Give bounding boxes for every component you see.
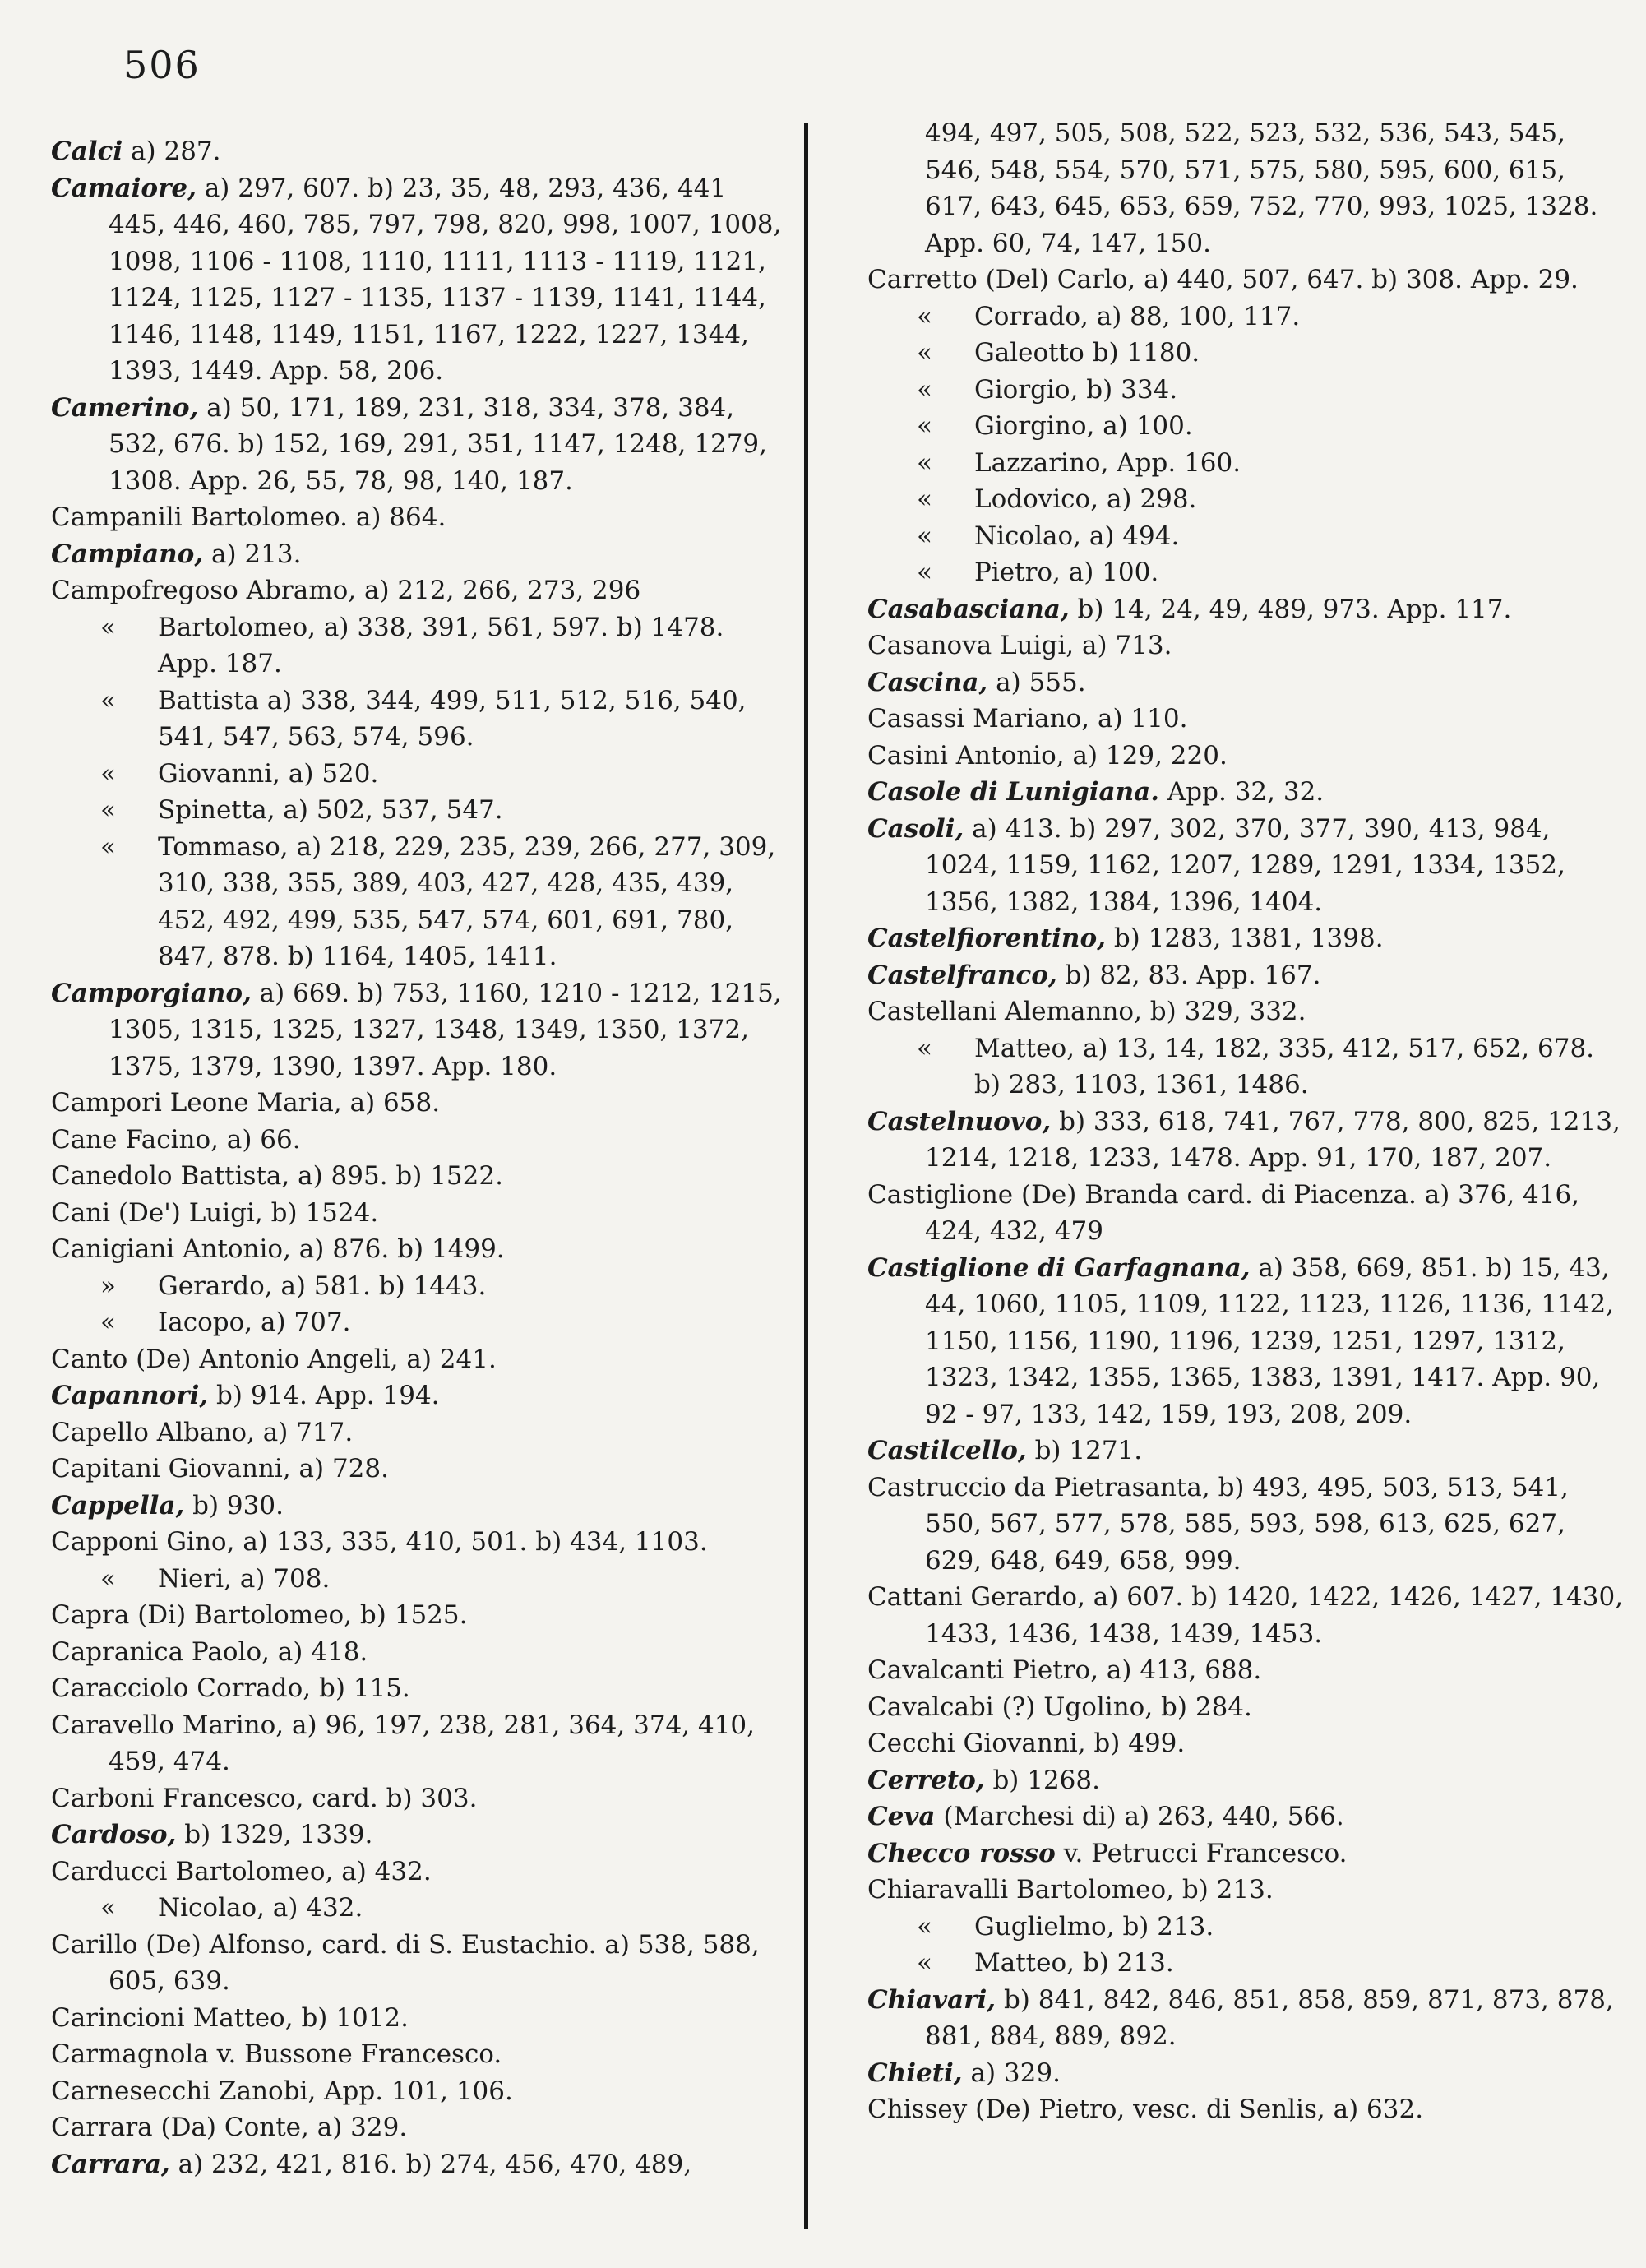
entry-heading: Cavalcabi (?) Ugolino, <box>867 1692 1154 1722</box>
index-entry <box>867 738 1624 775</box>
entry-references: a) 297, 607. b) 23, 35, 48, 293, 436, 441 445, 446, 460, 785, 797, 798, 820, 998, 1007, 1008, 1098, 1106 - 1108, 1110, 1111, 1113 - 1119, 1121, 1124, 1125, 1127 - 1135, 1137 - 1139, 1141, 1144, 1146, 1148, 1149, 1151, 1167, 1222, 1227, 1344, 1393, 1449. App. 58, 206. <box>109 173 782 386</box>
entry-heading: Camporgiano, <box>51 978 252 1008</box>
ditto-mark: « <box>100 685 116 715</box>
index-entry <box>51 1927 791 2000</box>
entry-references: a) 218, 229, 235, 239, 266, 277, 309, 310, 338, 355, 389, 403, 427, 428, 435, 439, 452, 492, 499, 535, 547, 574, 601, 691, 780, 847, 878. b) 1164, 1405, 1411. <box>158 831 776 971</box>
entry-references: (Marchesi di) a) 263, 440, 566. <box>943 1802 1344 1831</box>
entry-references: b) 930. <box>192 1490 284 1520</box>
index-entry <box>51 1707 791 1780</box>
index-entry <box>867 811 1624 921</box>
index-entry <box>51 792 791 829</box>
entry-references: App. 101, 106. <box>324 2076 513 2106</box>
ditto-mark: « <box>917 1033 932 1063</box>
entry-references: b) 1012. <box>301 2002 409 2033</box>
entry-references: b) 333, 618, 741, 767, 778, 800, 825, 1213, 1214, 1218, 1233, 1478. App. 91, 170, 187, 207. <box>925 1106 1621 1173</box>
entry-references: a) 440, 507, 647. b) 308. App. 29. <box>1144 265 1579 294</box>
page-number: 506 <box>123 43 201 87</box>
entry-references: a) 129, 220. <box>1072 740 1228 771</box>
index-entry <box>867 1470 1624 1580</box>
column-divider <box>804 123 808 2229</box>
index-entry <box>51 536 791 573</box>
entry-heading: Carretto (Del) Carlo, <box>867 265 1136 294</box>
entry-references: a) 133, 335, 410, 501. b) 434, 1103. <box>243 1527 708 1557</box>
index-entry <box>51 2073 791 2110</box>
ditto-mark: « <box>100 1893 116 1923</box>
index-entry <box>51 1890 791 1927</box>
entry-heading: Cavalcanti Pietro, <box>867 1655 1099 1685</box>
index-entry <box>51 2109 791 2146</box>
entry-references: a) 13, 14, 182, 335, 412, 517, 652, 678. b) 283, 1103, 1361, 1486. <box>974 1033 1595 1099</box>
entry-heading: Lazzarino, <box>974 447 1109 478</box>
entry-heading: Ceva <box>867 1802 936 1831</box>
index-entry <box>867 1250 1624 1433</box>
entry-references: b) 213. <box>1181 1875 1274 1905</box>
ditto-mark: « <box>917 484 932 514</box>
entry-heading: Giorgino, <box>974 411 1095 441</box>
entry-heading: Bartolomeo, <box>158 612 317 642</box>
entry-references: a) 708. <box>239 1563 331 1594</box>
entry-heading: Battista <box>158 685 259 715</box>
index-entry <box>867 591 1624 628</box>
entry-references: App. 32, 32. <box>1167 777 1325 807</box>
index-entry <box>867 957 1624 994</box>
index-entry <box>51 572 791 609</box>
entry-references: a) 502, 537, 547. <box>283 795 503 825</box>
entry-heading: Casole di Lunigiana. <box>867 777 1160 807</box>
entry-heading: Campori Leone Maria, <box>51 1088 342 1118</box>
entry-references: b) 1329, 1339. <box>184 1820 373 1849</box>
entry-references: a) 376, 416, 424, 432, 479 <box>925 1179 1580 1246</box>
entry-heading: Calci <box>51 137 123 166</box>
entry-references: b) 334. <box>1086 374 1178 405</box>
entry-references: b) 213. <box>1122 1911 1214 1942</box>
index-entry <box>867 2055 1624 2092</box>
ditto-mark: « <box>917 338 932 368</box>
index-entry <box>867 262 1624 299</box>
index-column-left <box>51 133 791 2182</box>
index-entry <box>51 1085 791 1122</box>
index-entry <box>51 1268 791 1305</box>
index-entry <box>51 1304 791 1341</box>
entry-references: a) 110. <box>1097 704 1188 734</box>
entry-heading: Cecchi Giovanni, <box>867 1729 1086 1758</box>
index-entry <box>51 1451 791 1488</box>
index-entry <box>867 1982 1624 2055</box>
entry-references: 494, 497, 505, 508, 522, 523, 532, 536, 543, 545, 546, 548, 554, 570, 571, 575, 580, 595, 600, 615, 617, 643, 645, 653, 659, 752, 770, 993, 1025, 1328. App. 60, 74, 147, 150. <box>925 118 1598 258</box>
ditto-mark: « <box>917 447 932 478</box>
entry-heading: Matteo, <box>974 1033 1075 1063</box>
ditto-mark: « <box>100 612 116 642</box>
ditto-mark: « <box>917 1948 932 1978</box>
index-entry <box>51 1634 791 1671</box>
entry-references: a) 66. <box>226 1124 301 1155</box>
ditto-mark: « <box>100 831 116 862</box>
index-entry <box>867 774 1624 811</box>
index-entry <box>867 1433 1624 1470</box>
index-entry <box>51 1195 791 1232</box>
index-entry <box>51 1524 791 1561</box>
index-entry <box>51 2000 791 2037</box>
entry-references: b) 499. <box>1093 1729 1186 1758</box>
index-entry <box>51 390 791 500</box>
index-entry <box>867 1909 1624 1946</box>
index-entry <box>51 1597 791 1634</box>
entry-references: a) 100. <box>1103 411 1193 441</box>
index-entry <box>867 1798 1624 1835</box>
entry-references: a) 298. <box>1106 484 1197 514</box>
entry-references: b) 82, 83. App. 167. <box>1065 960 1321 990</box>
entry-references: a) 607. b) 1420, 1422, 1426, 1427, 1430, 1433, 1436, 1438, 1439, 1453. <box>925 1582 1624 1649</box>
index-entry <box>51 1670 791 1707</box>
entry-references: b) 14, 24, 49, 489, 973. App. 117. <box>1077 594 1512 624</box>
ditto-mark: « <box>100 1563 116 1594</box>
entry-references: v. Petrucci Francesco. <box>1063 1838 1348 1868</box>
entry-references: a) 213. <box>210 539 302 569</box>
ditto-mark: « <box>100 758 116 789</box>
entry-references: a) 100. <box>1068 558 1159 587</box>
entry-heading: Cascina, <box>867 667 988 697</box>
entry-heading: Cattani Gerardo, <box>867 1582 1085 1612</box>
entry-references: a) 413, 688. <box>1106 1655 1262 1685</box>
entry-heading: Casini Antonio, <box>867 740 1065 771</box>
entry-heading: Capponi Gino, <box>51 1527 235 1557</box>
entry-heading: Cane Facino, <box>51 1124 220 1155</box>
entry-heading: Nicolao, <box>158 1893 265 1923</box>
entry-references: a) 96, 197, 238, 281, 364, 374, 410, 459, 474. <box>109 1710 756 1776</box>
index-entry <box>51 499 791 536</box>
entry-heading: Spinetta, <box>158 795 275 825</box>
entry-heading: Caravello Marino, <box>51 1710 284 1740</box>
entry-references: a) 432. <box>272 1893 363 1923</box>
entry-heading: Carincioni Matteo, <box>51 2002 294 2033</box>
index-entry <box>867 1835 1624 1872</box>
index-entry <box>867 518 1624 555</box>
entry-heading: Casabasciana, <box>867 594 1070 624</box>
entry-heading: Chissey (De) Pietro, vesc. di Senlis, <box>867 2094 1325 2124</box>
entry-references: a) 241. <box>406 1344 497 1374</box>
entry-heading: Chiavari, <box>867 1984 996 2015</box>
entry-references: a) 669. b) 753, 1160, 1210 - 1212, 1215, 1305, 1315, 1325, 1327, 1348, 1349, 1350, 1372, 1375, 1379, 1390, 1397. App. 180. <box>109 978 782 1081</box>
entry-heading: Galeotto <box>974 338 1084 368</box>
entry-references: a) 329. <box>317 2113 408 2142</box>
entry-heading: Nicolao, <box>974 521 1081 551</box>
index-entry <box>867 1725 1624 1762</box>
entry-heading: Carillo (De) Alfonso, card. di S. Eustachio. <box>51 1929 597 1960</box>
index-entry <box>867 2091 1624 2128</box>
entry-references: a) 538, 588, 605, 639. <box>109 1929 760 1996</box>
index-entry <box>867 1030 1624 1104</box>
entry-references: a) 555. <box>996 667 1086 697</box>
entry-heading: Campanili Bartolomeo. <box>51 502 348 532</box>
entry-heading: Corrado, <box>974 301 1089 331</box>
index-entry <box>867 1652 1624 1689</box>
entry-references: a) 895. b) 1522. <box>298 1161 503 1191</box>
index-entry <box>867 1945 1624 1982</box>
entry-references: b) 115. <box>318 1673 410 1703</box>
index-entry <box>867 1762 1624 1799</box>
entry-heading: Castiglione di Garfagnana, <box>867 1252 1251 1283</box>
index-entry <box>51 1341 791 1378</box>
index-entry <box>867 920 1624 957</box>
entry-heading: Camaiore, <box>51 173 197 203</box>
index-entry <box>867 627 1624 664</box>
index-entry <box>51 2146 791 2183</box>
index-entry <box>867 1177 1624 1250</box>
entry-heading: Cani (De') Luigi, <box>51 1197 263 1228</box>
entry-references: b) 1525. <box>359 1600 468 1630</box>
entry-heading: Camerino, <box>51 392 199 423</box>
entry-heading: Capitani Giovanni, <box>51 1454 291 1483</box>
entry-heading: Capranica Paolo, <box>51 1636 270 1667</box>
index-entry <box>867 993 1624 1030</box>
entry-heading: Cardoso, <box>51 1820 177 1849</box>
entry-references: b) 303. <box>386 1783 478 1813</box>
index-entry <box>51 1561 791 1598</box>
entry-heading: Checco rosso <box>867 1838 1056 1868</box>
index-entry <box>867 445 1624 482</box>
entry-heading: Casassi Mariano, <box>867 704 1090 734</box>
index-entry <box>51 609 791 683</box>
index-entry <box>867 664 1624 701</box>
ditto-mark: « <box>917 411 932 441</box>
index-entry <box>867 701 1624 738</box>
entry-heading: Canedolo Battista, <box>51 1161 290 1191</box>
ditto-mark: « <box>917 558 932 587</box>
entry-heading: Carboni Francesco, card. <box>51 1783 378 1813</box>
entry-heading: Nieri, <box>158 1563 232 1594</box>
entry-heading: Casoli, <box>867 813 964 844</box>
index-entry <box>51 1488 791 1525</box>
entry-heading: Caracciolo Corrado, <box>51 1673 312 1703</box>
entry-references: a) 88, 100, 117. <box>1096 301 1301 331</box>
entry-references: b) 284. <box>1161 1692 1252 1722</box>
entry-references: b) 1283, 1381, 1398. <box>1113 923 1384 953</box>
entry-heading: Capello Albano, <box>51 1417 255 1447</box>
index-entry <box>51 1122 791 1159</box>
ditto-mark: « <box>100 795 116 825</box>
index-entry <box>51 683 791 756</box>
entry-heading: Campiano, <box>51 539 204 569</box>
index-entry <box>51 829 791 975</box>
index-entry <box>867 1872 1624 1909</box>
entry-heading: Castelfranco, <box>867 960 1057 990</box>
entry-references: a) 50, 171, 189, 231, 318, 334, 378, 384, 532, 676. b) 152, 169, 291, 351, 1147, 1248, 1279, 1308. App. 26, 55, 78, 98, 140, 187. <box>109 392 768 496</box>
entry-references: a) 632. <box>1333 2094 1424 2124</box>
entry-references: b) 1524. <box>270 1197 379 1228</box>
entry-references: a) 232, 421, 816. b) 274, 456, 470, 489, <box>178 2149 692 2179</box>
ditto-mark: « <box>917 521 932 551</box>
entry-references: a) 432. <box>341 1856 432 1886</box>
entry-references: a) 713. <box>1082 631 1172 660</box>
ditto-mark: « <box>917 374 932 405</box>
entry-references: a) 876. b) 1499. <box>298 1234 505 1264</box>
entry-heading: Cerreto, <box>867 1765 985 1795</box>
entry-heading: Giovanni, <box>158 758 281 789</box>
entry-heading: Capannori, <box>51 1381 209 1410</box>
index-entry <box>867 481 1624 518</box>
entry-references: a) 728. <box>298 1454 389 1483</box>
index-entry <box>867 1104 1624 1177</box>
ditto-mark: « <box>100 1308 116 1337</box>
entry-heading: Canigiani Antonio, <box>51 1234 291 1264</box>
entry-references: b) 1268. <box>992 1765 1100 1795</box>
index-entry <box>867 1579 1624 1652</box>
entry-heading: Matteo, <box>974 1948 1075 1978</box>
index-entry <box>51 975 791 1085</box>
index-entry <box>867 408 1624 445</box>
index-entry <box>51 1854 791 1891</box>
entry-heading: Guglielmo, <box>974 1911 1115 1942</box>
entry-references: b) 1180. <box>1092 338 1200 368</box>
entry-references: a) 520. <box>288 758 379 789</box>
entry-heading: Castiglione (De) Branda card. di Piacenza. <box>867 1179 1417 1210</box>
entry-heading: Carducci Bartolomeo, <box>51 1856 334 1886</box>
index-entry <box>867 335 1624 372</box>
entry-references: App. 160. <box>1117 447 1241 478</box>
entry-references: a) 358, 669, 851. b) 15, 43, 44, 1060, 1105, 1109, 1122, 1123, 1126, 1136, 1142, 1150, 1156, 1190, 1196, 1239, 1251, 1297, 1312, 1323, 1342, 1355, 1365, 1383, 1391, 1417. App. 90, 92 - 97, 133, 142, 159, 193, 208, 209. <box>925 1252 1615 1429</box>
ditto-mark: » <box>100 1271 116 1301</box>
entry-references: a) 658. <box>349 1088 441 1118</box>
index-entry <box>867 1689 1624 1726</box>
index-entry <box>51 756 791 793</box>
index-entry <box>51 1817 791 1854</box>
entry-references: a) 418. <box>277 1636 368 1667</box>
entry-references: a) 707. <box>260 1308 351 1337</box>
entry-heading: Pietro, <box>974 558 1061 587</box>
entry-references: a) 717. <box>262 1417 354 1447</box>
index-entry <box>51 170 791 390</box>
entry-references: b) 841, 842, 846, 851, 858, 859, 871, 873, 878, 881, 884, 889, 892. <box>925 1984 1614 2051</box>
entry-references: b) 493, 495, 503, 513, 541, 550, 567, 577, 578, 585, 593, 598, 613, 625, 627, 629, 648, 649, 658, 999. <box>925 1472 1569 1576</box>
index-entry <box>51 133 791 170</box>
entry-heading: Castellani Alemanno, <box>867 997 1142 1026</box>
entry-references: a) 287. <box>131 137 221 166</box>
index-entry <box>867 115 1624 262</box>
ditto-mark: « <box>917 301 932 331</box>
entry-heading: Castilcello, <box>867 1436 1027 1465</box>
entry-references: a) 581. b) 1443. <box>280 1271 487 1301</box>
entry-heading: Castruccio da Pietrasanta, <box>867 1472 1210 1502</box>
entry-heading: Carrara (Da) Conte, <box>51 2113 309 2142</box>
entry-heading: Gerardo, <box>158 1271 273 1301</box>
index-entry <box>867 299 1624 336</box>
entry-heading: Chieti, <box>867 2057 963 2088</box>
index-entry <box>51 1231 791 1268</box>
entry-references: a) 494. <box>1089 521 1180 551</box>
entry-heading: Castelnuovo, <box>867 1106 1052 1136</box>
index-entry <box>51 1377 791 1414</box>
entry-references: b) 1271. <box>1034 1436 1143 1465</box>
entry-heading: Casanova Luigi, <box>867 631 1075 660</box>
index-column-right <box>867 115 1624 2128</box>
entry-references: a) 329. <box>970 2057 1061 2088</box>
entry-heading: Iacopo, <box>158 1308 253 1337</box>
entry-heading: Carnesecchi Zanobi, <box>51 2076 317 2106</box>
entry-references: a) 338, 391, 561, 597. b) 1478. App. 187. <box>158 612 724 678</box>
entry-references: a) 212, 266, 273, 296 <box>363 576 641 605</box>
index-entry <box>51 1414 791 1451</box>
entry-references: b) 213. <box>1082 1948 1174 1978</box>
entry-heading: Campofregoso Abramo, <box>51 576 357 605</box>
entry-heading: Carrara, <box>51 2149 170 2179</box>
index-entry <box>867 554 1624 591</box>
entry-references: a) 338, 344, 499, 511, 512, 516, 540, 541, 547, 563, 574, 596. <box>158 685 747 752</box>
entry-heading: Chiaravalli Bartolomeo, <box>867 1875 1175 1905</box>
entry-heading: Canto (De) Antonio Angeli, <box>51 1344 399 1374</box>
entry-heading: Carmagnola v. Bussone Francesco. <box>51 2039 502 2069</box>
entry-references: b) 329, 332. <box>1149 997 1306 1026</box>
index-entry <box>51 2036 791 2073</box>
entry-references: a) 413. b) 297, 302, 370, 377, 390, 413, 984, 1024, 1159, 1162, 1207, 1289, 1291, 1334, 1352, 1356, 1382, 1384, 1396, 1404. <box>925 813 1565 917</box>
entry-heading: Lodovico, <box>974 484 1099 514</box>
index-entry <box>51 1780 791 1817</box>
index-entry <box>51 1158 791 1195</box>
entry-heading: Castelfiorentino, <box>867 923 1106 953</box>
entry-heading: Tommaso, <box>158 831 289 862</box>
index-entry <box>867 372 1624 409</box>
entry-heading: Cappella, <box>51 1490 185 1520</box>
entry-references: a) 864. <box>355 502 446 532</box>
ditto-mark: « <box>917 1911 932 1942</box>
entry-references: b) 914. App. 194. <box>216 1381 440 1410</box>
entry-heading: Capra (Di) Bartolomeo, <box>51 1600 353 1630</box>
entry-heading: Giorgio, <box>974 374 1079 405</box>
